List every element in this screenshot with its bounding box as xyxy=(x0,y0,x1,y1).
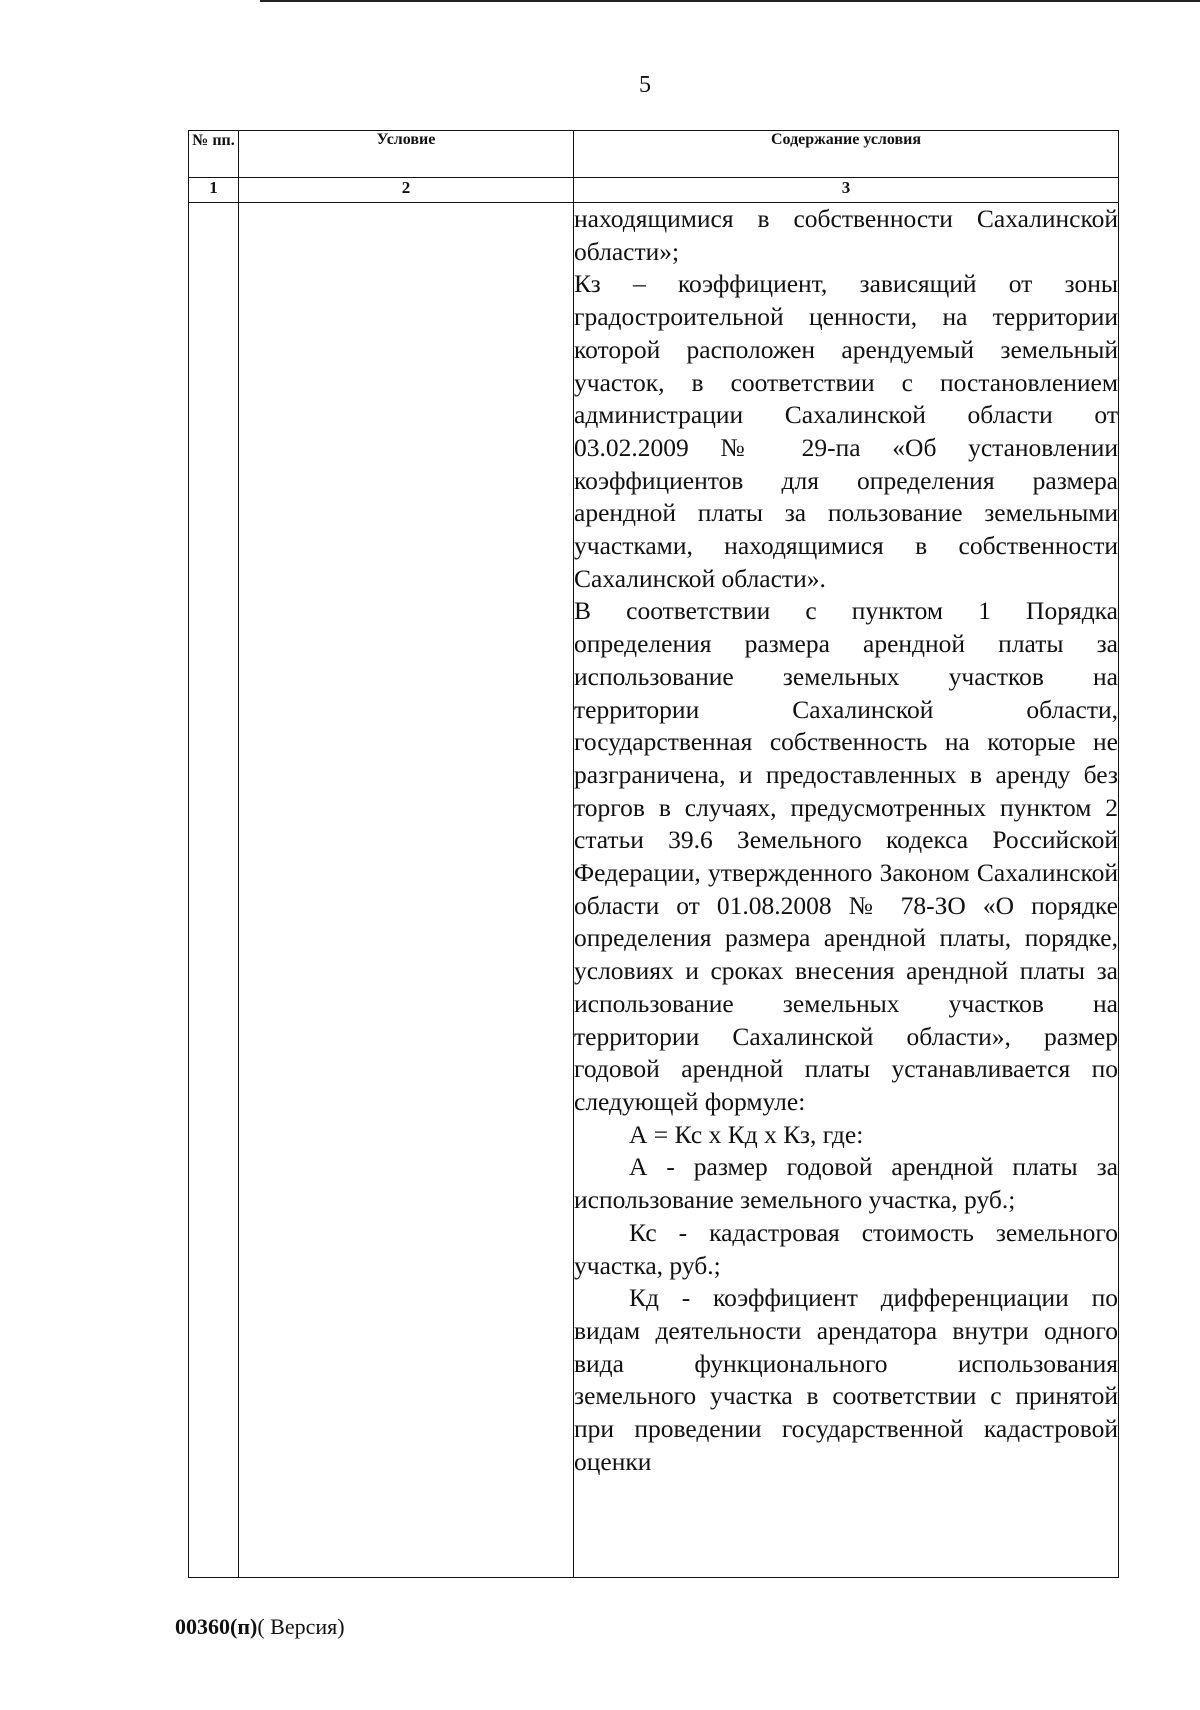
header-condition-content: Содержание условия xyxy=(574,131,1119,178)
document-code: 00360(п) xyxy=(175,1614,258,1639)
column-number-1: 1 xyxy=(189,178,239,203)
column-number-row xyxy=(189,178,1119,203)
row-condition-cell xyxy=(239,203,574,1578)
table-row xyxy=(189,203,1119,1578)
top-border-line xyxy=(260,0,1200,2)
column-number-3: 3 xyxy=(574,178,1119,203)
column-number-2: 2 xyxy=(239,178,574,203)
content-paragraph: Кд - коэффициент дифференциации по видам деятельности арендатора внутри одного вида функционального использования земельного участка в соответствии с принятой при проведении государственной кадастровой оценки xyxy=(574,1283,1118,1476)
content-paragraph: Кс - кадастровая стоимость земельного участка, руб.; xyxy=(574,1217,1118,1280)
row-content-cell xyxy=(574,203,1119,1578)
conditions-table xyxy=(188,130,1119,1578)
content-paragraph: А - размер годовой арендной платы за использование земельного участка, руб.; xyxy=(574,1152,1118,1215)
header-number: № пп. xyxy=(189,131,239,178)
content-paragraph: находящимися в собственности Сахалинской области»; xyxy=(574,204,1118,266)
content-paragraph: Кз – коэффициент, зависящий от зоны градостроительной ценности, на территории которой расположен арендуемый земельный участок, в соответствии с постановлением администрации Сахалинской области от 03.02.2009 № 29-па «Об установлении коэффициентов для определения размера арендной платы за пользование земельными участками, находящимися в собственности Сахалинской области». xyxy=(574,269,1118,593)
document-version: ( Версия) xyxy=(257,1614,345,1639)
formula-line: А = Кс х Кд х Кз, где: xyxy=(629,1119,864,1149)
page-number: 5 xyxy=(639,72,651,98)
document-footer-id xyxy=(175,1614,345,1640)
table-header-row xyxy=(189,131,1119,178)
content-paragraph: В соответствии с пунктом 1 Порядка определения размера арендной платы за использование земельных участков на территории Сахалинской области, государственная собственность на которые не разграничена, и предоставленных в аренду без торгов в случаях, предусмотренных пунктом 2 статьи 39.6 Земельного кодекса Российской Федерации, утвержденного Законом Сахалинской области от 01.08.2008 № 78-ЗО «О порядке определения размера арендной платы, порядке, условиях и сроках внесения арендной платы за использование земельных участков на территории Сахалинской области», размер годовой арендной платы устанавливается по следующей формуле: xyxy=(574,596,1118,1116)
row-number-cell xyxy=(189,203,239,1578)
header-condition: Условие xyxy=(239,131,574,178)
